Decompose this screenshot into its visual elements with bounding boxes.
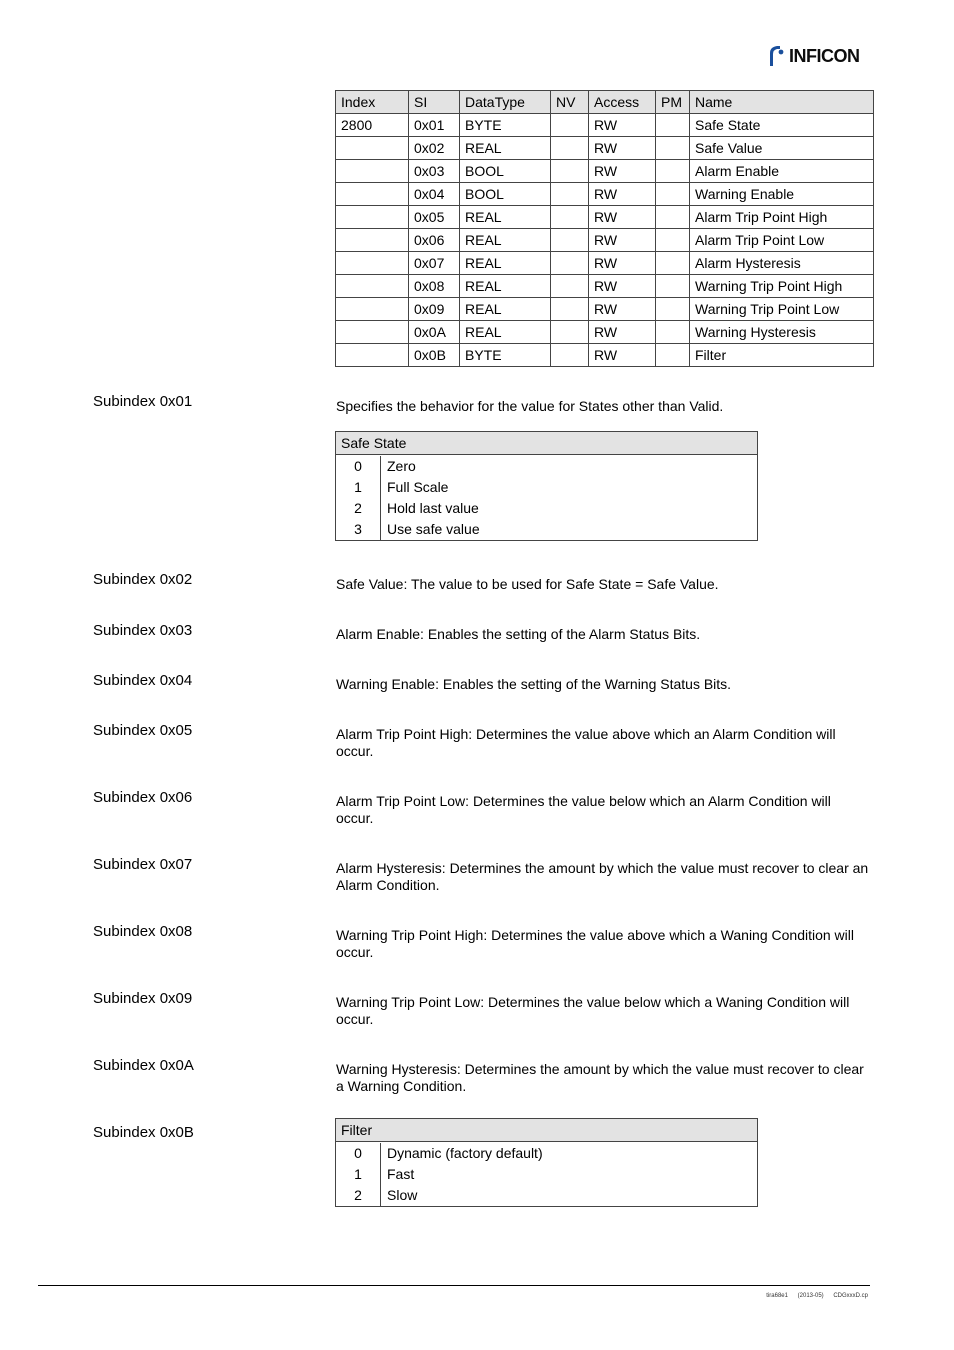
cell-datatype: BOOL [460,160,551,183]
safe-state-table [335,431,758,541]
subindex-description: Alarm Enable: Enables the setting of the Alarm Status Bits. [336,626,701,642]
cell-access: RW [589,298,656,321]
enum-text: Full Scale [387,479,449,495]
cell-index [336,344,409,367]
cell-name: Alarm Enable [690,160,874,183]
cell-nv [551,344,589,367]
cell-name: Safe Value [690,137,874,160]
cell-name: Warning Enable [690,183,874,206]
cell-name: Alarm Trip Point Low [690,229,874,252]
enum-value: 0 [336,1143,381,1164]
table-row [336,114,874,137]
cell-nv [551,298,589,321]
table-row [336,137,874,160]
header-si: SI [409,91,460,114]
cell-name: Warning Hysteresis [690,321,874,344]
subindex-label: Subindex 0x0A [93,1057,194,1074]
cell-pm [656,298,690,321]
cell-pm [656,183,690,206]
cell-nv [551,114,589,137]
table-header-row [336,91,874,114]
cell-index [336,275,409,298]
cell-datatype: REAL [460,206,551,229]
cell-name: Alarm Hysteresis [690,252,874,275]
subindex-description: Alarm Hysteresis: Determines the amount by which the value must recover to clear an Alarm Condition. [336,860,869,893]
header-index: Index [336,91,409,114]
cell-pm [656,114,690,137]
cell-access: RW [589,252,656,275]
cell-access: RW [589,160,656,183]
table-row [336,229,874,252]
cell-index [336,160,409,183]
enum-text: Use safe value [387,521,480,537]
table-row [336,1164,757,1185]
cell-access: RW [589,275,656,298]
cell-nv [551,183,589,206]
cell-datatype: BOOL [460,183,551,206]
cell-pm [656,275,690,298]
safe-state-title: Safe State [336,432,757,455]
cell-datatype: REAL [460,298,551,321]
table-row [336,321,874,344]
cell-si: 0x01 [409,114,460,137]
footer [758,1293,868,1299]
header-pm: PM [656,91,690,114]
logo-text: INFICON [789,46,860,66]
cell-nv [551,275,589,298]
cell-name: Filter [690,344,874,367]
inficon-logo [766,44,860,68]
cell-nv [551,252,589,275]
footer-file: CDGxxxD.cp [833,1293,868,1299]
table-row [336,275,874,298]
cell-nv [551,229,589,252]
header-access: Access [589,91,656,114]
cell-pm [656,252,690,275]
cell-index [336,229,409,252]
cell-si: 0x05 [409,206,460,229]
subindex-description: Warning Trip Point High: Determines the value above which a Waning Condition will occur. [336,927,854,960]
cell-datatype: BYTE [460,114,551,137]
subindex-label: Subindex 0x08 [93,923,193,940]
cell-datatype: REAL [460,137,551,160]
cell-pm [656,160,690,183]
table-row [336,519,757,540]
cell-index [336,183,409,206]
table-row [336,477,757,498]
cell-pm [656,321,690,344]
cell-access: RW [589,114,656,137]
table-row [336,298,874,321]
subindex-label: Subindex 0x02 [93,571,193,588]
subindex-label: Subindex 0x06 [93,789,193,806]
cell-name: Safe State [690,114,874,137]
subindex-label: Subindex 0x09 [93,990,193,1007]
enum-text: Hold last value [387,500,479,516]
subindex-description: Specifies the behavior for the value for States other than Valid. [336,398,724,414]
subindex-label: Subindex 0x04 [93,672,193,689]
cell-access: RW [589,344,656,367]
table-row [336,183,874,206]
cell-si: 0x03 [409,160,460,183]
subindex-label: Subindex 0x07 [93,856,193,873]
cell-datatype: BYTE [460,344,551,367]
cell-nv [551,206,589,229]
cell-datatype: REAL [460,321,551,344]
cell-pm [656,137,690,160]
cell-datatype: REAL [460,229,551,252]
table-row [336,1142,757,1164]
cell-name: Warning Trip Point High [690,275,874,298]
cell-si: 0x06 [409,229,460,252]
filter-table [335,1118,758,1207]
subindex-label: Subindex 0x03 [93,622,193,639]
cell-access: RW [589,229,656,252]
enum-value: 2 [336,1185,381,1206]
table-row [336,252,874,275]
subindex-description: Warning Trip Point Low: Determines the value below which a Waning Condition will occur. [336,994,850,1027]
cell-nv [551,321,589,344]
subindex-description: Safe Value: The value to be used for Safe State = Safe Value. [336,576,719,592]
cell-si: 0x02 [409,137,460,160]
cell-pm [656,344,690,367]
enum-text: Zero [387,458,416,474]
table-row [336,160,874,183]
header-name: Name [690,91,874,114]
cell-si: 0x09 [409,298,460,321]
cell-datatype: REAL [460,275,551,298]
footer-doc: tira68e1 [766,1293,788,1299]
subindex-label: Subindex 0x05 [93,722,193,739]
table-row [336,206,874,229]
subindex-description: Alarm Trip Point High: Determines the value above which an Alarm Condition will occur. [336,726,836,759]
cell-si: 0x08 [409,275,460,298]
cell-index [336,206,409,229]
header-nv: NV [551,91,589,114]
cell-index [336,252,409,275]
inficon-emblem-icon [766,44,786,68]
footer-date: (2013-05) [797,1293,824,1299]
subindex-label: Subindex 0x0B [93,1124,194,1141]
filter-title: Filter [336,1119,757,1142]
enum-text: Fast [387,1166,415,1182]
cell-name: Alarm Trip Point High [690,206,874,229]
subindex-label: Subindex 0x01 [93,393,193,410]
cell-pm [656,206,690,229]
enum-value: 2 [336,498,381,519]
enum-text: Slow [387,1187,418,1203]
subindex-description: Alarm Trip Point Low: Determines the value below which an Alarm Condition will occur. [336,793,831,826]
enum-text: Dynamic (factory default) [387,1145,543,1161]
cell-index [336,321,409,344]
enum-value: 3 [336,519,381,540]
enum-value: 1 [336,477,381,498]
cell-si: 0x0B [409,344,460,367]
cell-si: 0x07 [409,252,460,275]
enum-value: 0 [336,456,381,477]
subindex-description: Warning Enable: Enables the setting of the Warning Status Bits. [336,676,732,692]
cell-access: RW [589,206,656,229]
cell-datatype: REAL [460,252,551,275]
cell-name: Warning Trip Point Low [690,298,874,321]
footer-divider [38,1285,870,1286]
cell-index: 2800 [336,114,409,137]
cell-access: RW [589,321,656,344]
table-row [336,344,874,367]
cell-si: 0x0A [409,321,460,344]
header-datatype: DataType [460,91,551,114]
table-row [336,455,757,477]
cell-index [336,298,409,321]
cell-pm [656,229,690,252]
cell-access: RW [589,183,656,206]
table-row [336,1185,757,1206]
subindex-description: Warning Hysteresis: Determines the amount by which the value must recover to clear a Warning Condition. [336,1061,864,1094]
cell-index [336,137,409,160]
object-table [335,90,874,367]
cell-si: 0x04 [409,183,460,206]
table-row [336,498,757,519]
enum-value: 1 [336,1164,381,1185]
cell-access: RW [589,137,656,160]
cell-nv [551,160,589,183]
cell-nv [551,137,589,160]
